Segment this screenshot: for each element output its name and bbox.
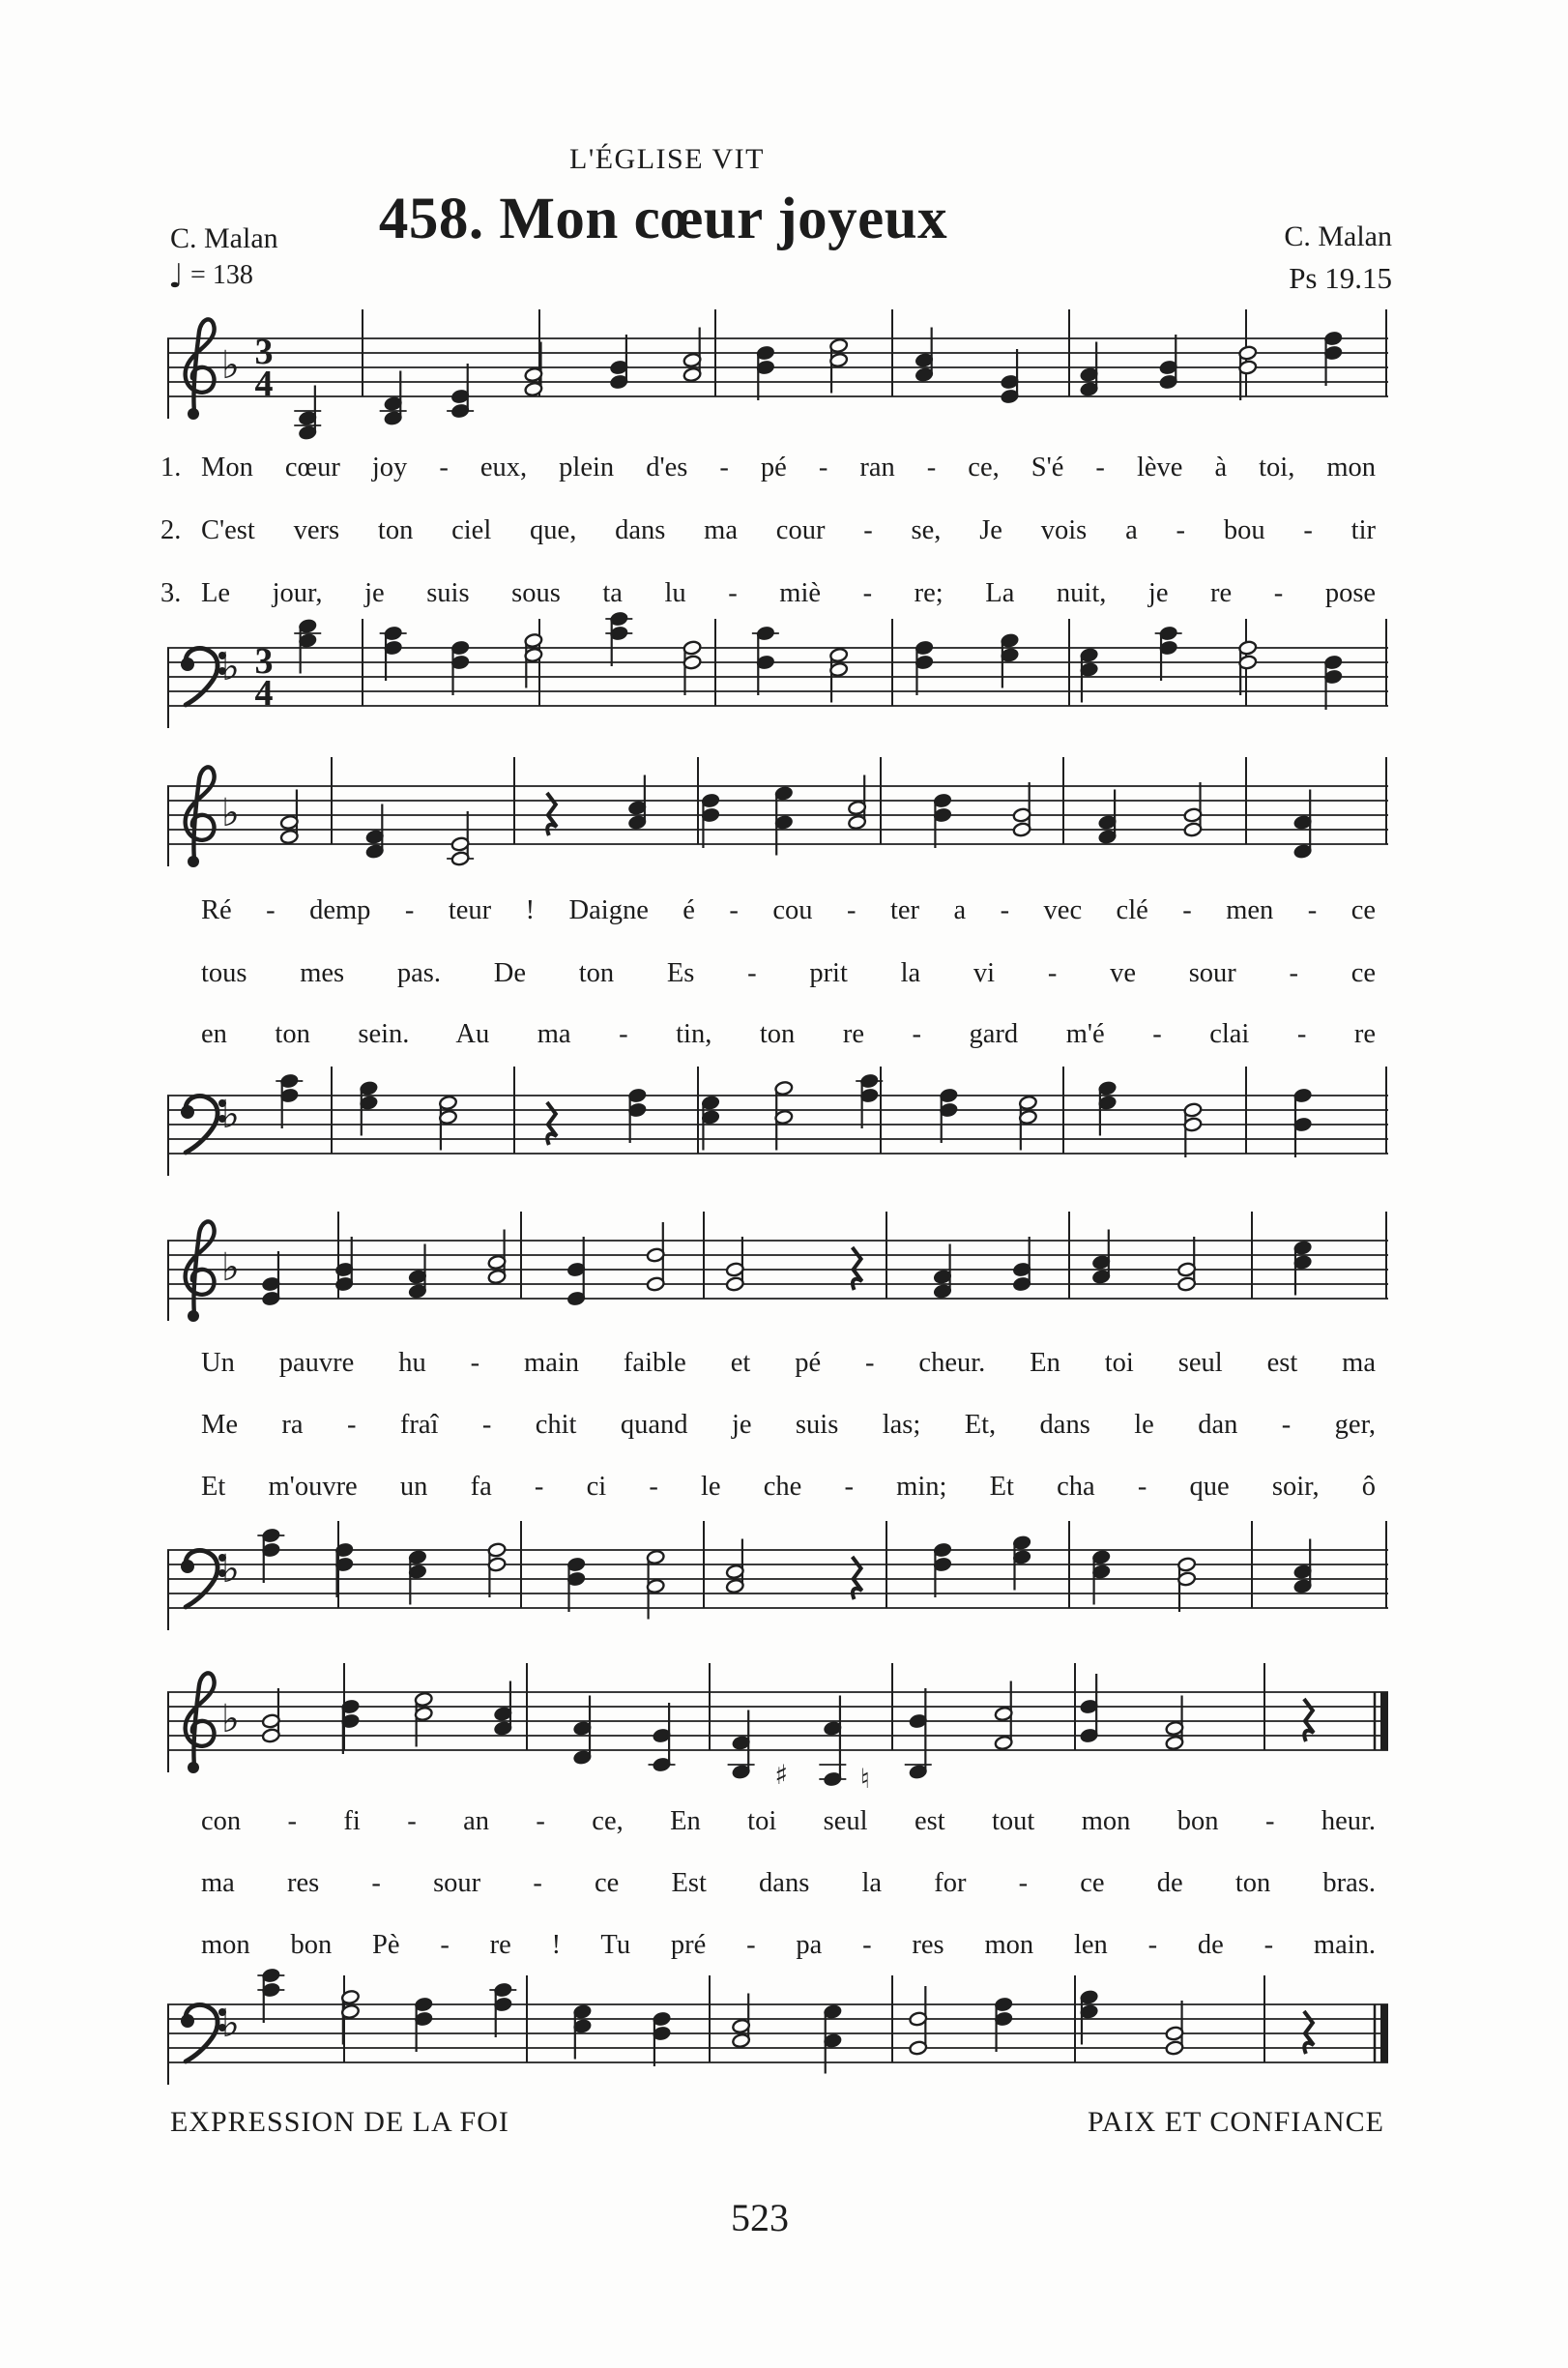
lyric-text: Mon cœur joy - eux, plein d'es - pé - ran - ce, S'é - lève à toi, mon xyxy=(201,453,1377,482)
svg-text:3: 3 xyxy=(254,641,274,682)
composer-left: C. Malan xyxy=(170,222,278,254)
lyric-line xyxy=(160,453,1408,483)
composer-right: C. Malan xyxy=(1284,220,1392,252)
hymn-title: 458. Mon cœur joyeux xyxy=(378,187,948,251)
lyric-text: Le jour, je suis sous ta lu - miè - re; La nuit, je re - pose xyxy=(201,578,1377,608)
svg-text:♭: ♭ xyxy=(221,1547,240,1592)
quarter-note-icon: ♩ xyxy=(168,257,185,296)
svg-text:4: 4 xyxy=(254,364,274,404)
lyric-text: Et m'ouvre un fa - ci - le che - min; Et cha - que soir, ô xyxy=(201,1472,1377,1502)
treble-staff-system-3 xyxy=(167,1187,1388,1357)
svg-text:4: 4 xyxy=(254,673,274,714)
verse-number: 3. xyxy=(160,578,182,608)
lyric-text: tous mes pas. De ton Es - prit la vi - ve sour - ce xyxy=(201,958,1377,988)
svg-text:♯: ♯ xyxy=(774,1759,789,1791)
lyric-text: Un pauvre hu - main faible et pé - cheur. En toi seul est ma xyxy=(201,1348,1376,1378)
lyric-line xyxy=(160,895,1408,926)
svg-text:♭: ♭ xyxy=(221,791,240,835)
lyric-text: mon bon Pè - re ! Tu pré - pa - res mon len - de - main. xyxy=(201,1930,1377,1960)
treble-staff-system-2 xyxy=(167,733,1388,902)
footer-category-left: EXPRESSION DE LA FOI xyxy=(170,2106,509,2138)
svg-text:♭: ♭ xyxy=(221,1093,240,1137)
footer-category-right: PAIX ET CONFIANCE xyxy=(1087,2106,1384,2138)
lyric-text: Me ra - fraî - chit quand je suis las; Et, dans le dan - ger, xyxy=(201,1410,1377,1440)
svg-text:♮: ♮ xyxy=(859,1763,870,1795)
lyric-text: ma res - sour - ce Est dans la for - ce de ton bras. xyxy=(201,1868,1377,1898)
lyric-line xyxy=(160,1806,1408,1837)
verse-number: 2. xyxy=(160,515,182,545)
category-header: L'ÉGLISE VIT xyxy=(569,143,765,175)
lyric-text: C'est vers ton ciel que, dans ma cour - se, Je vois a - bou - tir xyxy=(201,515,1377,545)
svg-text:♭: ♭ xyxy=(221,343,240,388)
svg-text:♭: ♭ xyxy=(221,1245,240,1290)
lyric-line xyxy=(160,1868,1408,1899)
lyric-text: Ré - demp - teur ! Daigne é - cou - ter a - vec clé - men - ce xyxy=(201,895,1376,925)
svg-text:♭: ♭ xyxy=(221,1697,240,1741)
treble-staff-system-4 xyxy=(167,1639,1388,1808)
svg-text:3: 3 xyxy=(254,332,274,372)
lyric-line xyxy=(160,1348,1408,1379)
lyric-text: con - fi - an - ce, En toi seul est tout mon bon - heur. xyxy=(201,1806,1377,1836)
lyric-line xyxy=(160,515,1408,546)
lyric-line xyxy=(160,958,1408,989)
verse-number: 1. xyxy=(160,453,182,482)
lyric-text: en ton sein. Au ma - tin, ton re - gard m'é - clai - re xyxy=(201,1019,1377,1049)
svg-text:♭: ♭ xyxy=(221,645,240,689)
scripture-reference: Ps 19.15 xyxy=(1289,261,1392,295)
bass-staff-system-2 xyxy=(167,1042,1388,1212)
svg-text:♭: ♭ xyxy=(221,2002,240,2046)
lyric-line xyxy=(160,1410,1408,1441)
treble-staff-system-1 xyxy=(167,285,1388,454)
bass-staff-system-4 xyxy=(167,1951,1388,2120)
tempo-value: = 138 xyxy=(190,260,253,290)
page-number: 523 xyxy=(731,2196,789,2239)
